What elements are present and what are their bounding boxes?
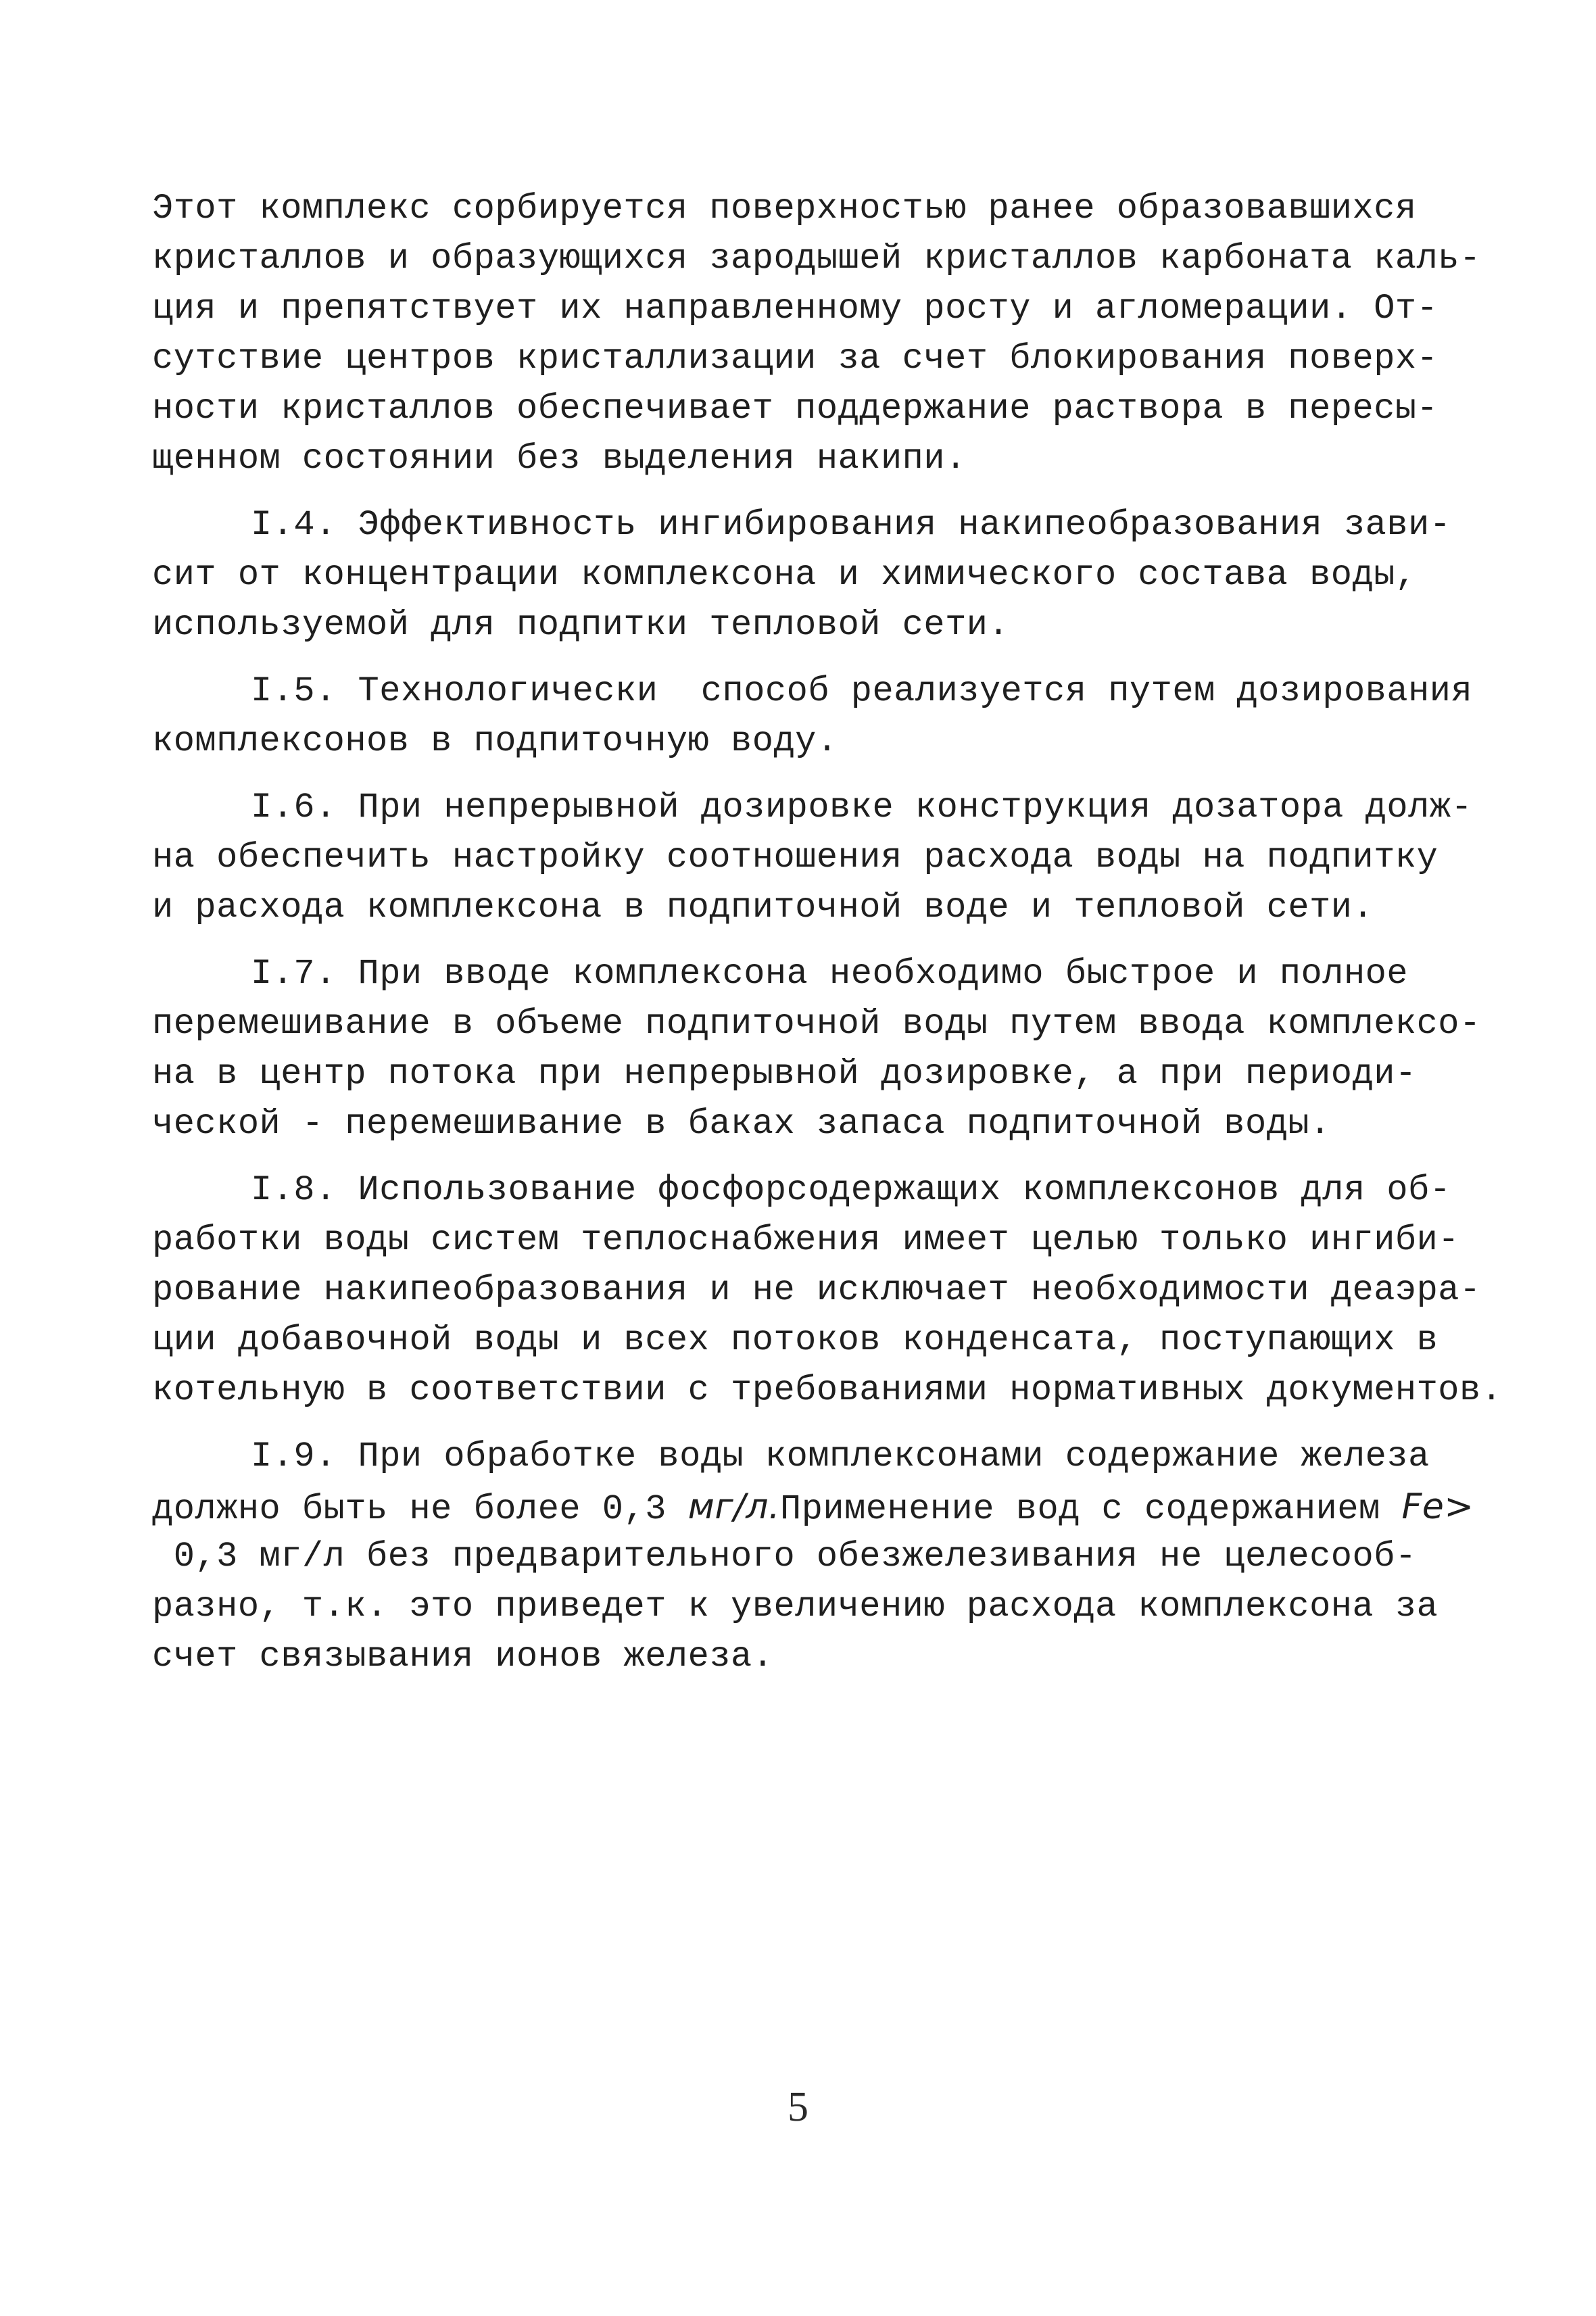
paragraph-1-8: [152, 1165, 1504, 1416]
handwritten-unit: мг/л.: [687, 1487, 780, 1527]
text-line: I.8. Использование фосфорсодержащих комплексонов для об-: [251, 1170, 1451, 1210]
paragraph-intro: [152, 184, 1504, 484]
text-line: щенном состоянии без выделения накипи.: [152, 439, 967, 479]
paragraph-1-7: [152, 949, 1504, 1149]
text-line: счет связывания ионов железа.: [152, 1637, 774, 1676]
text-line: работки воды систем теплоснабжения имеет целью только ингиби-: [152, 1220, 1460, 1260]
text-line-mixed: [152, 1482, 1504, 1532]
text-line: I.4. Эффективность ингибирования накипеобразования зави-: [251, 505, 1451, 545]
document-body: [152, 184, 1504, 1682]
text-line: перемешивание в объеме подпиточной воды путем ввода комплексо-: [152, 1004, 1481, 1044]
text-segment: Применение вод с содержанием: [779, 1489, 1402, 1529]
text-line: сутствие центров кристаллизации за счет блокирования поверх-: [152, 339, 1438, 379]
text-line: сит от концентрации комплексона и химического состава воды,: [152, 555, 1417, 595]
text-line: I.5. Технологически способ реализуется путем дозирования: [251, 671, 1473, 711]
text-segment: должно быть не более 0,3: [152, 1489, 688, 1529]
text-line: на обеспечить настройку соотношения расхода воды на подпитку: [152, 838, 1438, 877]
text-line: ческой - перемешивание в баках запаса подпиточной воды.: [152, 1104, 1331, 1144]
text-line: кристаллов и образующихся зародышей кристаллов карбоната каль-: [152, 239, 1481, 279]
text-line: I.9. При обработке воды комплексонами содержание железа: [251, 1437, 1430, 1476]
text-line: разно, т.к. это приведет к увеличению расхода комплексона за: [152, 1587, 1438, 1626]
text-line: I.7. При вводе комплексона необходимо быстрое и полное: [251, 954, 1409, 994]
text-line: 0,3 мг/л без предварительного обезжелезивания не целесооб-: [152, 1537, 1417, 1576]
paragraph-1-6: [152, 783, 1504, 933]
text-line: используемой для подпитки тепловой сети.: [152, 605, 1010, 645]
text-line: и расхода комплексона в подпиточной воде и тепловой сети.: [152, 888, 1374, 927]
page-number: 5: [788, 2084, 808, 2130]
text-line: рование накипеобразования и не исключает необходимости деаэра-: [152, 1270, 1481, 1310]
text-line: котельную в соответствии с требованиями нормативных документов.: [152, 1370, 1503, 1410]
text-line: ция и препятствует их направленному росту и агломерации. От-: [152, 289, 1438, 329]
text-line: ности кристаллов обеспечивает поддержание раствора в пересы-: [152, 389, 1438, 429]
text-line: I.6. При непрерывной дозировке конструкция дозатора долж-: [251, 788, 1473, 827]
paragraph-1-9: [152, 1432, 1504, 1682]
paragraph-1-5: [152, 667, 1504, 767]
text-line: ции добавочной воды и всех потоков конденсата, поступающих в: [152, 1320, 1438, 1360]
text-line: комплексонов в подпиточную воду.: [152, 721, 838, 761]
handwritten-fe: Fe>: [1401, 1487, 1474, 1527]
paragraph-1-4: [152, 500, 1504, 650]
text-line: на в центр потока при непрерывной дозировке, а при периоди-: [152, 1054, 1417, 1094]
text-line: Этот комплекс сорбируется поверхностью ранее образовавшихся: [152, 189, 1417, 228]
